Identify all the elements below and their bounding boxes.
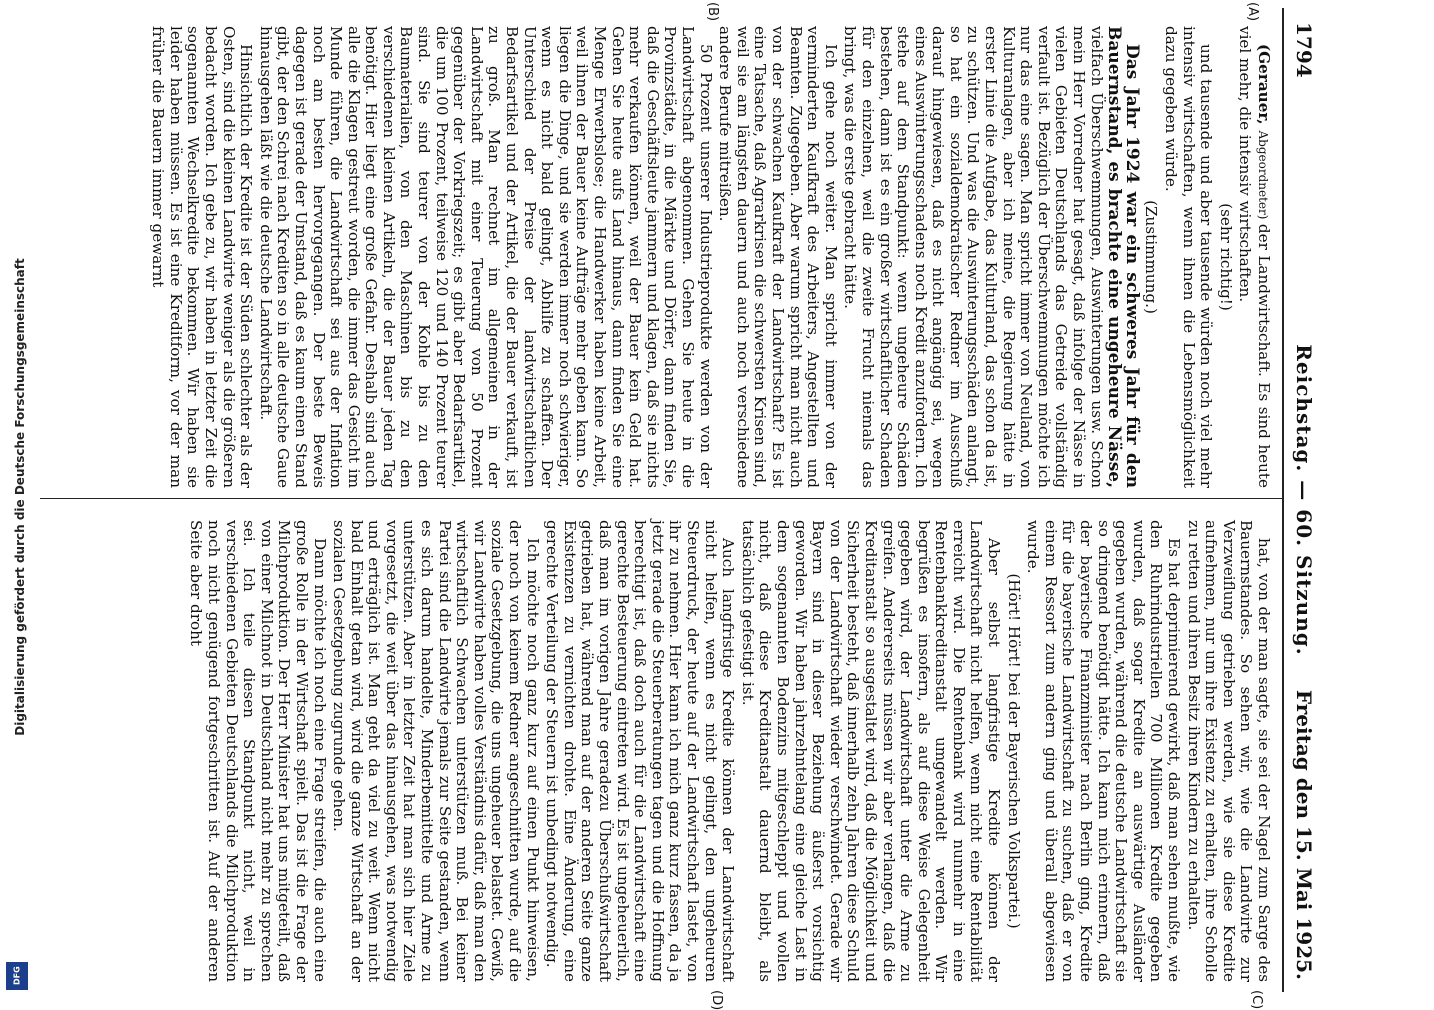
left-text-column: [147, 26, 1272, 488]
credit-text: Digitalisierung gefördert durch die Deutsche Forschungsgemeinschaft: [13, 258, 27, 736]
margin-mark-c: (C): [1249, 990, 1264, 1010]
margin-mark-b: (B): [705, 2, 720, 22]
lead-paragraph: Das Jahr 1924 war ein schweres Jahr für den Bauernstand, es brachte eine ungeheure Nässe, vielfach Überschwemmungen, Auswinterungen usw. Schon mein Herr Vorredner hat gesagt, daß infolge der Nässe in vielen Gebieten Deutschlands das Getreide vollständig verfault ist. Bezüglich der Überschwemmungen möchte ich nur das eine sagen. Man spricht immer von Neuland, von Kulturanlagen, aber ich meine, die Regierung hätte in erster Linie die Aufgabe, das Kulturland, das schon da ist, zu schützen. Und was die Auswinterungsschäden anlangt, so hat ein sozialdemokratischer Redner im Ausschuß darauf hingewiesen, daß es nicht angängig sei, wegen eines Auswinterungsschadens noch Kredit anzufordern. Ich stehe auf dem Standpunkt: wenn ungeheure Schäden bestehen, dann ist es ein großer wirtschaftlicher Schaden für den einzelnen, weil die zweite Frucht niemals das bringt, was die erste gebracht hätte.: [841, 26, 1142, 488]
paragraph: Hinsichtlich der Kredite ist der Süden schlechter als der Osten, sind die kleinen Landwirte weniger als die größeren bedacht worden. Ich gebe zu, wir haben in letzter Zeit die sogenannten Wechselkredite bekommen. Wir haben sie leider haben müssen. Es ist eine Kreditform, vor der man früher die Bauern immer gewarnt: [149, 26, 256, 488]
right-text-column: [185, 520, 1272, 982]
paragraph: Dann möchte ich noch eine Frage streifen, die auch eine große Rolle in der Wirtschaft spielt. Das ist die Frage der Milchproduktion. Der Herr Minister hat uns mitgeteilt, daß von einer Milchnot in Deutschland nicht mehr zu sprechen sei. Ich teile diesen Standpunkt nicht, weil in verschiedenen Gebieten Deutschlands die Milchproduktion noch nicht genügend fortgeschritten ist. Auf der anderen Seite aber droht: [187, 520, 329, 982]
session-date: Freitag den 15. Mai 1925.: [1292, 689, 1316, 980]
margin-mark-a: (A): [1245, 2, 1260, 22]
digitization-credit: [10, 0, 28, 1000]
interjection: (sehr richtig!): [1216, 203, 1235, 311]
paragraph: Auch langfristige Kredite können der Landwirtschaft nicht helfen, wenn es nicht gelingt, den ungeheuren Steuerdruck, der heute auf der Landwirtschaft lastet, von ihr zu nehmen. Hier kann ich mich ganz kurz fassen, da ja jetzt gerade die Steuerberatungen tagen und die Hoffnung berechtigt ist, daß doch auch für die Landwirtschaft eine gerechte Besteuerung eintreten wird. Es ist ungeheuerlich, daß man im vorigen Jahre geradezu Überschußwirtschaft getrieben hat, während man auf der anderen Seite ganze Existenzen zu vernichten drohte. Eine Änderung, eine gerechte Verteilung der Steuern ist unbedingt notwendig.: [543, 520, 738, 982]
lead-emphasis: Das Jahr 1924 war ein schweres Jahr für den Bauernstand, es brachte eine ungeheure Nässe,: [1104, 26, 1142, 488]
paragraph: Ich gehe noch weiter. Man spricht immer von der verminderten Kaufkraft des Arbeiters, Angestellten und Beamten. Zugegeben. Aber warum spricht man nicht auch von der schwachen Kaufkraft der Landwirtschaft? Es ist eine Tatsache, daß Agrarkrisen die schwersten Krisen sind, weil sie am längsten dauern und auch noch verschiedene andere Berufe mitreißen.: [716, 26, 840, 488]
speaker-paragraph: (Gerauer, Abgeordneter) der Landwirtschaft. Es sind heute viel mehr, die intensiv wirtschaften.: [1236, 26, 1273, 488]
paragraph: Es hat deprimierend gewirkt, daß man sehen mußte, wie den Ruhrindustriellen 700 Millionen Kredite gegeben wurden, daß sogar Kredite an auswärtige Ausländer gegeben wurden, während die deutsche Landwirtschaft sie so dringend benötigt hätte. Ich kann mich erinnern, daß der bayerische Finanzminister nach Berlin ging, Kredite für die bayerische Landwirtschaft zu suchen, daß er von einem Ressort zum andern ging und überall abgewiesen wurde.: [1024, 520, 1184, 982]
margin-mark-d: (D): [709, 990, 724, 1010]
speaker-role: Abgeordneter): [1256, 130, 1270, 224]
dfg-logo-icon: DFG: [6, 962, 28, 990]
page-title: Reichstag. — 60. Sitzung.: [1292, 344, 1316, 656]
rotated-page: [30, 0, 1330, 1010]
page-header: [1282, 0, 1322, 1000]
paragraph: Aber selbst langfristige Kredite können der Landwirtschaft nicht helfen, wenn nicht eine Rentabilität erreicht wird. Die Rentenbank wird nunmehr in eine Rentenbankkreditanstalt umgewandelt werden. Wir begrüßen es insofern, als auf diese Weise Gelegenheit gegeben wird, der Landwirtschaft unter die Arme zu greifen. Andererseits müssen wir aber verlangen, daß die Kreditanstalt so ausgestaltet wird, daß die Möglichkeit und Sicherheit besteht, daß innerhalb zehn Jahren diese Schuld von der Landwirtschaft wieder verschwindet. Gerade wir Bayern sind in dieser Beziehung äußerst vorsichtig geworden. Wir haben jahrzehntelang eine gleiche Last in dem sogenannten Bodenzins mitgeschleppt und wollen nicht, daß diese Kreditanstalt dauernd bleibt, als tatsächlich gefestigt ist.: [738, 520, 1004, 982]
interjection: (Hört! Hört! bei der Bayerischen Volkspartei.): [1004, 573, 1023, 929]
speaker-name: (Gerauer,: [1255, 44, 1273, 131]
column-divider: [40, 498, 1284, 499]
paragraph: hat, von der man sagte, sie sei der Nagel zum Sarge des Bauernstandes. So sehen wir, wie die Landwirte zur Verzweiflung getrieben werden, wie sie diese Kredite aufnehmen, nur um ihre Existenz zu erhalten, ihre Scholle zu retten und ihren Besitz ihren Kindern zu erhalten.: [1184, 520, 1273, 982]
page-number: 1794: [1292, 22, 1316, 78]
header-rule: [1282, 8, 1284, 992]
paragraph: und tausende und aber tausende würden noch viel mehr intensiv wirtschaften, wenn ihnen die Lebensmöglichkeit dazu gegeben würde.: [1162, 26, 1216, 488]
paragraph: Ich möchte noch ganz kurz auf einen Punkt hinweisen, der noch von keinem Redner angeschnitten wurde, auf die soziale Gesetzgebung, die uns ungeheuer belastet. Gewiß, wir Landwirte haben volles Verständnis dafür, daß man den wirtschaftlich Schwachen unterstützen muß. Bei keiner Partei sind die Landwirte jemals zur Seite gestanden, wenn es sich darum handelte, Minderbemittelte und Arme zu unterstützen. Aber in letzter Zeit hat man sich hier Ziele vorgesetzt, die weit über das hinausgehen, was notwendig und erträglich ist. Man geht da viel zu weit. Wenn nicht bald Einhalt getan wird, wird die ganze Wirtschaft an der sozialen Gesetzgebung zugrunde gehen.: [330, 520, 542, 982]
paragraph: 50 Prozent unserer Industrieprodukte werden von der Landwirtschaft abgenommen. Gehen Sie heute in die Provinzstädte, in die Märkte und Dörfer, dann finden Sie, daß die Geschäftsleute jammern und klagen, daß sie nichts mehr verkaufen können, weil der Bauer kein Geld hat. Gehen Sie heute aufs Land hinaus, dann finden Sie eine Menge Erwerbslose; die Handwerker haben keine Arbeit, weil ihnen der Bauer keine Aufträge mehr geben kann. So liegen die Dinge, und sie werden immer noch schwieriger, wenn es nicht bald gelingt, Abhilfe zu schaffen. Der Unterschied der Preise der landwirtschaftlichen Bedarfsartikel und der Artikel, die der Bauer verkauft, ist zu groß. Man rechnet im allgemeinen in der Landwirtschaft mit einer Teuerung von 50 Prozent gegenüber der Vorkriegszeit; es gibt aber Bedarfsartikel, die um 100 Prozent, teilweise 120 und 140 Prozent teurer sind. Sie sind teurer von der Kohle bis zu den Baumaterialien, von den Maschinen bis zu den verschiedenen kleinen Artikeln, die der Bauer jeden Tag benötigt. Hier liegt eine große Gefahr. Deshalb sind auch alle die Klagen gestreut worden, die immer das Gesicht im Munde führen, die Landwirtschaft sei aus der Inflation noch am besten hervorgegangen. Der beste Beweis dagegen ist gerade der Umstand, daß es kaum einen Stand gibt, der den Schrei nach Krediten so in alle deutsche Gaue hinausgehen läßt wie die deutsche Landwirtschaft.: [256, 26, 715, 488]
interjection: (Zustimmung.): [1142, 200, 1161, 314]
